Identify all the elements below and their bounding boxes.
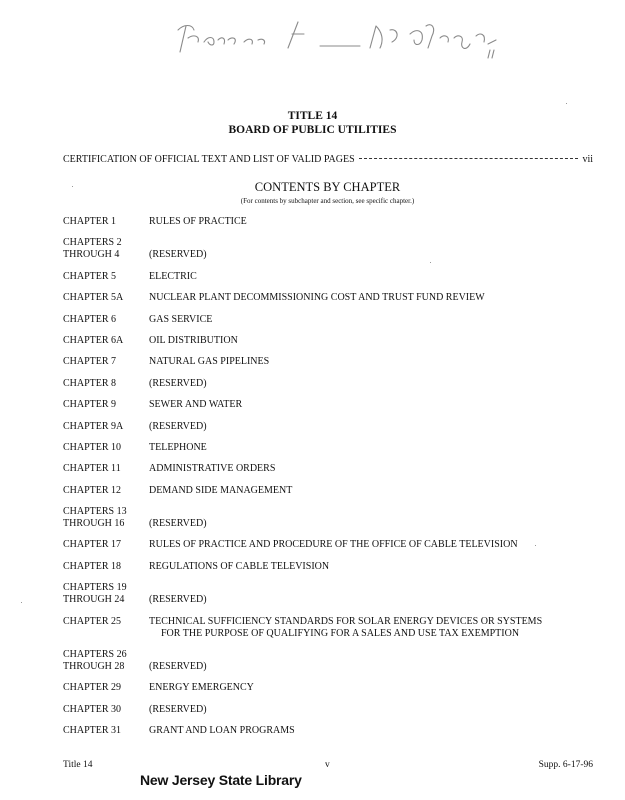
chapter-label — [63, 649, 149, 673]
scan-speck — [72, 186, 73, 187]
chapter-description — [149, 539, 583, 551]
dot-leader — [359, 158, 579, 159]
chapter-row — [63, 271, 583, 283]
chapter-row — [63, 561, 583, 573]
chapter-label — [63, 442, 149, 454]
chapter-row — [63, 616, 583, 640]
chapter-title: REGULATIONS OF CABLE TELEVISION — [149, 560, 330, 572]
chapter-list — [63, 216, 583, 747]
chapter-row — [63, 292, 583, 304]
chapter-number: CHAPTER 6A — [63, 334, 124, 346]
contents-note: (For contents by subchapter and section, see specific chapter.) — [240, 197, 415, 205]
chapter-row — [63, 356, 583, 368]
chapter-label — [63, 463, 149, 475]
chapter-title: TECHNICAL SUFFICIENCY STANDARDS FOR SOLAR ENERGY DEVICES OR SYSTEMS — [149, 615, 543, 627]
chapter-label — [63, 421, 149, 433]
chapter-title: DEMAND SIDE MANAGEMENT — [149, 484, 293, 496]
certification-text: CERTIFICATION OF OFFICIAL TEXT AND LIST OF VALID PAGES — [63, 154, 355, 165]
chapter-label — [63, 292, 149, 304]
chapter-title: RULES OF PRACTICE — [149, 216, 247, 227]
chapter-description — [149, 292, 583, 304]
chapter-title: (RESERVED) — [149, 518, 207, 530]
chapter-number: CHAPTER 1 — [63, 216, 117, 227]
chapter-description — [149, 616, 583, 640]
chapter-title: GRANT AND LOAN PROGRAMS — [149, 725, 295, 737]
scan-speck — [21, 602, 22, 603]
chapter-title: (RESERVED) — [149, 661, 207, 673]
chapter-row — [63, 539, 583, 551]
chapter-label — [63, 616, 149, 640]
chapter-label — [63, 335, 149, 347]
chapter-number: CHAPTER 17 — [63, 539, 122, 551]
chapter-description — [149, 442, 583, 454]
footer-title: Title 14 — [63, 760, 93, 770]
chapter-number: CHAPTER 9 — [63, 399, 117, 411]
chapter-number: CHAPTER 9A — [63, 420, 124, 432]
chapter-label — [63, 539, 149, 551]
certification-page: vii — [582, 154, 593, 165]
chapter-row — [63, 463, 583, 475]
chapter-number: CHAPTER 5A — [63, 292, 124, 304]
chapter-row — [63, 582, 583, 606]
chapter-title: NATURAL GAS PIPELINES — [149, 356, 270, 368]
chapter-label — [63, 725, 149, 737]
chapter-number: THROUGH 4 — [63, 249, 120, 261]
chapter-description — [149, 649, 583, 673]
chapter-description — [149, 314, 583, 326]
chapter-number: CHAPTER 11 — [63, 463, 121, 475]
chapter-description — [149, 725, 583, 737]
chapter-number: CHAPTER 6 — [63, 313, 117, 325]
chapter-label — [63, 271, 149, 283]
chapter-row — [63, 725, 583, 737]
footer-page-number: v — [325, 760, 330, 770]
chapter-number: CHAPTER 29 — [63, 682, 122, 694]
chapter-label — [63, 582, 149, 606]
contents-heading: CONTENTS BY CHAPTER — [254, 180, 401, 194]
chapter-title: NUCLEAR PLANT DECOMMISSIONING COST AND TRUST FUND REVIEW — [149, 292, 485, 304]
chapter-row — [63, 237, 583, 261]
chapter-row — [63, 216, 583, 228]
chapter-title: ADMINISTRATIVE ORDERS — [149, 463, 276, 475]
chapter-title: OIL DISTRIBUTION — [149, 334, 238, 346]
chapter-number: CHAPTERS 19 — [63, 582, 127, 594]
chapter-row — [63, 485, 583, 497]
chapter-title: FOR THE PURPOSE OF QUALIFYING FOR A SALES AND USE TAX EXEMPTION — [161, 627, 520, 639]
chapter-title: (RESERVED) — [149, 703, 207, 715]
chapter-label — [63, 561, 149, 573]
chapter-number: CHAPTER 5 — [63, 270, 117, 282]
chapter-row — [63, 378, 583, 390]
chapter-title: (RESERVED) — [149, 377, 207, 389]
chapter-description — [149, 704, 583, 716]
chapter-title: GAS SERVICE — [149, 313, 213, 325]
chapter-description — [149, 463, 583, 475]
chapter-row — [63, 442, 583, 454]
chapter-number: CHAPTER 8 — [63, 377, 117, 389]
chapter-description — [149, 399, 583, 411]
chapter-row — [63, 335, 583, 347]
chapter-label — [63, 485, 149, 497]
chapter-title: SEWER AND WATER — [149, 399, 243, 411]
chapter-number: CHAPTER 18 — [63, 560, 122, 572]
chapter-row — [63, 704, 583, 716]
chapter-description — [149, 356, 583, 368]
chapter-number: CHAPTER 30 — [63, 703, 122, 715]
chapter-number: THROUGH 16 — [63, 518, 125, 530]
chapter-number: CHAPTER 7 — [63, 356, 117, 368]
chapter-row — [63, 421, 583, 433]
chapter-description — [149, 237, 583, 261]
chapter-label — [63, 378, 149, 390]
chapter-row — [63, 682, 583, 694]
chapter-description — [149, 682, 583, 694]
scan-speck — [535, 545, 536, 546]
chapter-description — [149, 561, 583, 573]
chapter-number: THROUGH 28 — [63, 661, 125, 673]
chapter-number: CHAPTER 10 — [63, 441, 122, 453]
title-name: BOARD OF PUBLIC UTILITIES — [228, 124, 397, 136]
chapter-row — [63, 649, 583, 673]
chapter-description — [149, 335, 583, 347]
chapter-title: ENERGY EMERGENCY — [149, 682, 254, 694]
chapter-description — [149, 582, 583, 606]
chapter-number: CHAPTERS 2 — [63, 237, 122, 249]
chapter-label — [63, 399, 149, 411]
chapter-title: (RESERVED) — [149, 594, 207, 606]
chapter-title: ELECTRIC — [149, 270, 197, 282]
chapter-title: TELEPHONE — [149, 441, 207, 453]
chapter-description — [149, 378, 583, 390]
chapter-row — [63, 314, 583, 326]
chapter-description — [149, 506, 583, 530]
chapter-label — [63, 704, 149, 716]
chapter-label — [63, 356, 149, 368]
scan-speck — [566, 103, 567, 104]
title-number: TITLE 14 — [287, 110, 338, 122]
chapter-row — [63, 399, 583, 411]
chapter-description — [149, 485, 583, 497]
chapter-label — [63, 216, 149, 228]
chapter-label — [63, 682, 149, 694]
chapter-row — [63, 506, 583, 530]
chapter-description — [149, 421, 583, 433]
chapter-label — [63, 314, 149, 326]
handwritten-annotation-icon — [170, 12, 550, 72]
chapter-title: RULES OF PRACTICE AND PROCEDURE OF THE OFFICE OF CABLE TELEVISION — [149, 539, 518, 551]
title-block — [0, 109, 625, 137]
chapter-label — [63, 237, 149, 261]
chapter-number: CHAPTER 12 — [63, 484, 122, 496]
chapter-number: CHAPTERS 26 — [63, 649, 127, 661]
chapter-description — [149, 216, 583, 228]
scan-speck — [430, 262, 431, 263]
footer-supplement-date: Supp. 6-17-96 — [538, 760, 593, 770]
chapter-title: (RESERVED) — [149, 249, 207, 261]
chapter-title: (RESERVED) — [149, 420, 207, 432]
library-stamp: New Jersey State Library — [140, 772, 302, 788]
chapter-number: THROUGH 24 — [63, 594, 125, 606]
chapter-label — [63, 506, 149, 530]
chapter-description — [149, 271, 583, 283]
chapter-number: CHAPTERS 13 — [63, 506, 127, 518]
certification-line — [63, 154, 593, 165]
chapter-number: CHAPTER 31 — [63, 725, 122, 737]
chapter-number: CHAPTER 25 — [63, 615, 122, 627]
